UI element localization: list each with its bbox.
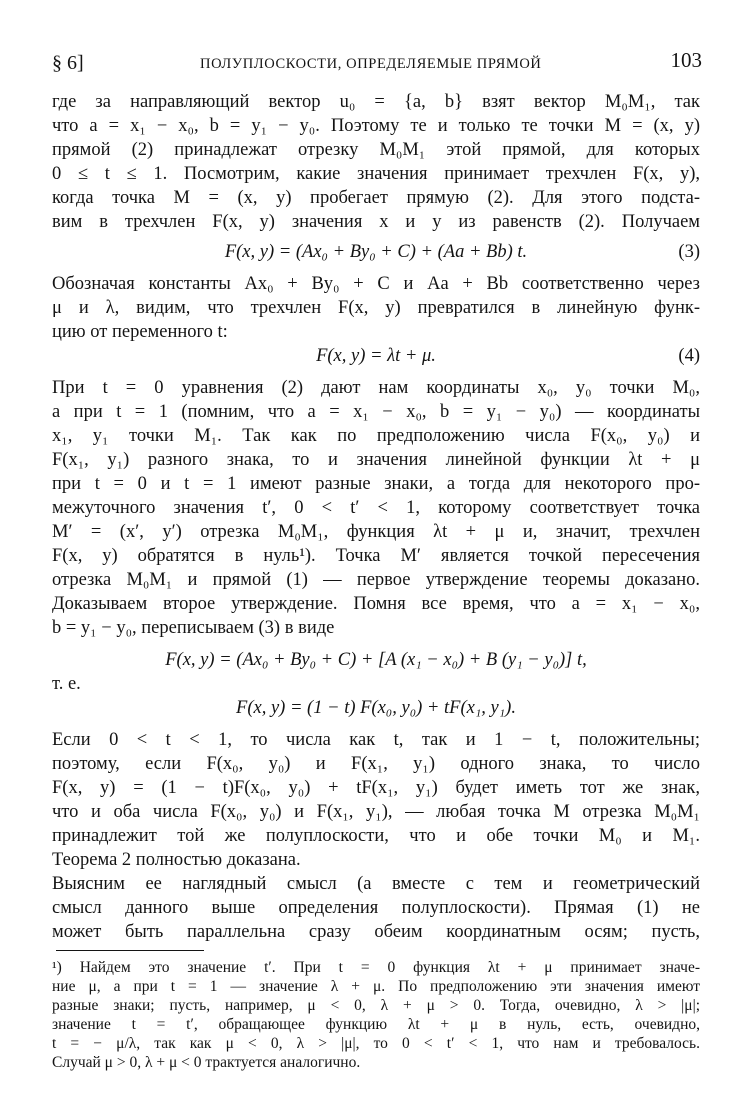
text-line: b = y₁ − y₀, переписываем (3) в виде [52, 618, 335, 638]
equation-4 [52, 344, 700, 368]
page-number: 103 [670, 48, 702, 72]
footnote-line: t = − μ/λ, так как μ < 0, λ > |μ|, то 0 < t′ < 1, что нам и требовалось. [52, 1035, 700, 1052]
text-line: вим в трехчлен F(x, y) значения x и y из равенств (2). Получаем [52, 212, 700, 232]
text-line: что a = x₁ − x₀, b = y₁ − y₀. Поэтому те и только те точки M = (x, y) [52, 116, 700, 136]
text-line: может быть параллельна сразу обеим координатным осям; пусть, [52, 922, 700, 942]
text-line: а при t = 1 (помним, что a = x₁ − x₀, b = y₁ − y₀) — координаты [52, 402, 700, 422]
equation-6-formula: F(x, y) = (1 − t) F(x₀, y₀) + tF(x₁, y₁). [236, 698, 516, 718]
te-label: т. е. [52, 674, 81, 694]
equation-5-formula: F(x, y) = (Ax₀ + By₀ + C) + [A (x₁ − x₀) + B (y₁ − y₀)] t, [165, 650, 587, 670]
equation-5 [52, 648, 700, 672]
text-line: F(x, y) обратятся в нуль¹). Точка M′ является точкой пересечения [52, 546, 700, 566]
text-line: Если 0 < t < 1, то числа как t, так и 1 − t, положительны; [52, 730, 700, 750]
text-line: цию от переменного t: [52, 322, 228, 342]
equation-3-formula: F(x, y) = (Ax₀ + By₀ + C) + (Aa + Bb) t. [224, 242, 528, 262]
text-line: F(x, y) = (1 − t)F(x₀, y₀) + tF(x₁, y₁) будет иметь тот же знак, [52, 778, 700, 798]
text-line: F(x₁, y₁) разного знака, то и значения линейной функции λt + μ [52, 450, 700, 470]
section-marker: § 6] [52, 52, 84, 74]
text-line: при t = 0 и t = 1 имеют разные знаки, а тогда для некоторого про- [52, 474, 700, 494]
equation-4-formula: F(x, y) = λt + μ. [316, 346, 436, 366]
running-header [52, 44, 702, 74]
text-line: Доказываем второе утверждение. Помня все время, что a = x₁ − x₀, [52, 594, 700, 614]
running-title: ПОЛУПЛОСКОСТИ, ОПРЕДЕЛЯЕМЫЕ ПРЯМОЙ [200, 56, 542, 72]
text-line: 0 ≤ t ≤ 1. Посмотрим, какие значения принимает трехчлен F(x, y), [52, 164, 700, 184]
text-line: Теорема 2 полностью доказана. [52, 850, 301, 870]
footnote-line: Случай μ > 0, λ + μ < 0 трактуется аналогично. [52, 1054, 361, 1071]
text-line: принадлежит той же полуплоскости, что и обе точки M₀ и M₁. [52, 826, 700, 846]
text-line: поэтому, если F(x₀, y₀) и F(x₁, y₁) одного знака, то число [52, 754, 700, 774]
footnote-line: ние μ, а при t = 1 — значение λ + μ. По предположению эти значения имеют [52, 978, 700, 995]
text-line: когда точка M = (x, y) пробегает прямую (2). Для этого подста- [52, 188, 700, 208]
footnote-rule [56, 950, 204, 951]
text-line: При t = 0 уравнения (2) дают нам координаты x₀, y₀ точки M₀, [52, 378, 700, 398]
equation-3-number: (3) [678, 242, 700, 262]
text-line: прямой (2) принадлежат отрезку M₀M₁ этой прямой, для которых [52, 140, 700, 160]
text-line: x₁, y₁ точки M₁. Так как по предположению числа F(x₀, y₀) и [52, 426, 700, 446]
text-line: смысл данного выше определения полуплоскости). Прямая (1) не [52, 898, 700, 918]
footnote-line: разные знаки; пусть, например, μ < 0, λ + μ > 0. Тогда, очевидно, λ > |μ|; [52, 997, 700, 1014]
text-line: что и оба числа F(x₀, y₀) и F(x₁, y₁), — любая точка M отрезка M₀M₁ [52, 802, 700, 822]
equation-4-number: (4) [678, 346, 700, 366]
footnote-line: значение t = t′, обращающее функцию λt + μ в нуль, есть, очевидно, [52, 1016, 700, 1033]
text-line: межуточного значения t′, 0 < t′ < 1, которому соответствует точка [52, 498, 700, 518]
equation-6 [52, 696, 700, 720]
text-line: M′ = (x′, y′) отрезка M₀M₁, функция λt + μ и, значит, трехчлен [52, 522, 700, 542]
equation-3 [52, 240, 700, 264]
text-line: отрезка M₀M₁ и прямой (1) — первое утверждение теоремы доказано. [52, 570, 700, 590]
text-line: Обозначая константы Ax₀ + By₀ + C и Aa + Bb соответственно через [52, 274, 700, 294]
footnote-line: ¹) Найдем это значение t′. При t = 0 функция λt + μ принимает значе- [52, 959, 700, 976]
text-line: Выясним ее наглядный смысл (а вместе с тем и геометрический [52, 874, 700, 894]
text-line: μ и λ, видим, что трехчлен F(x, y) превратился в линейную функ- [52, 298, 700, 318]
text-line: где за направляющий вектор u₀ = {a, b} взят вектор M₀M₁, так [52, 92, 700, 112]
